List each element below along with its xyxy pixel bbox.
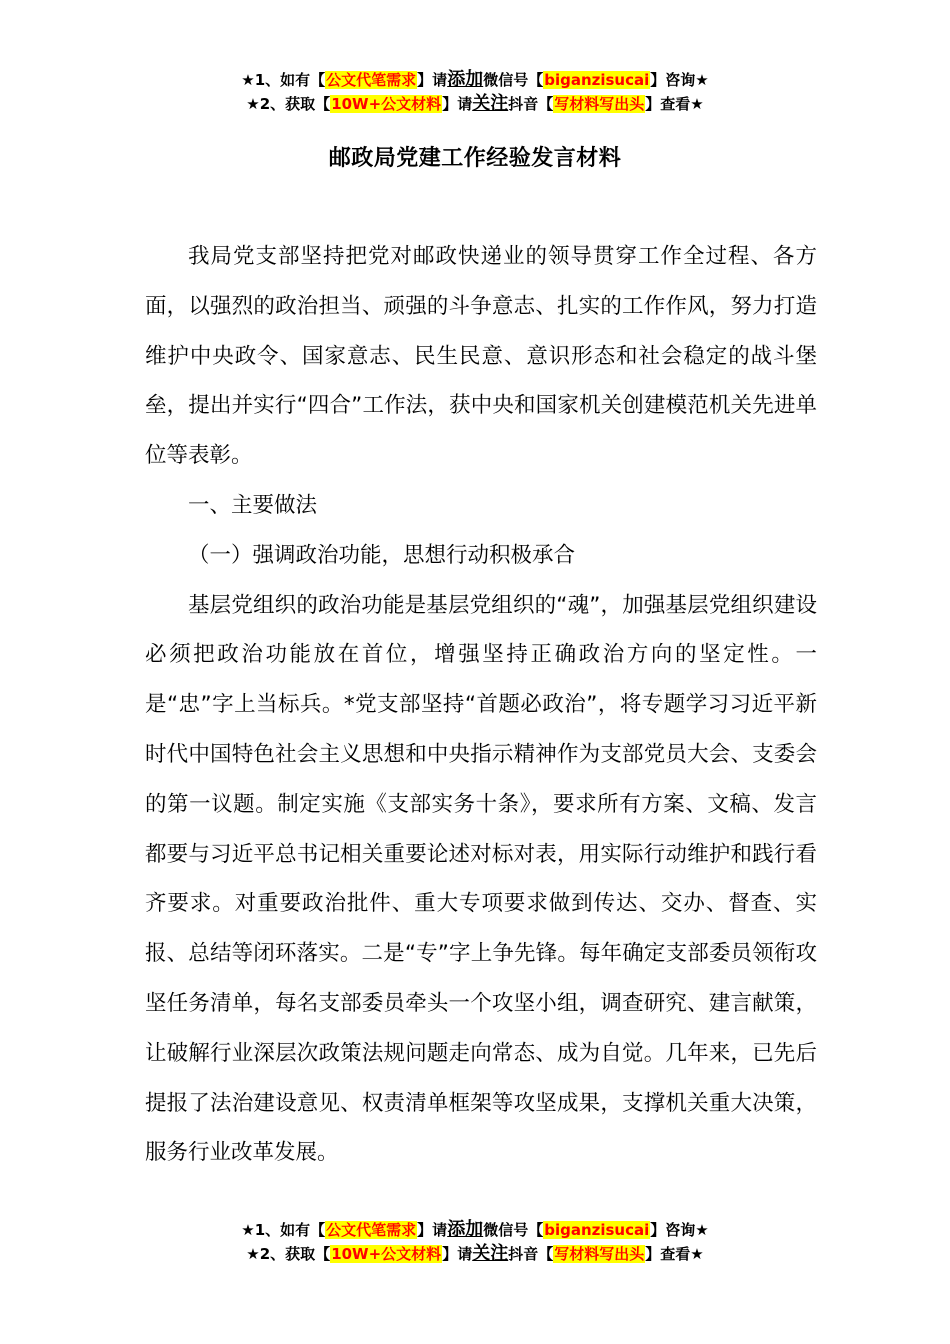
promo-highlight: 公文代笔需求 (326, 71, 417, 89)
promo-text: 抖音【 (508, 1245, 554, 1263)
paragraph-body: 基层党组织的政治功能是基层党组织的“魂”，加强基层党组织建设必须把政治功能放在首位，增强坚持正确政治方向的坚定性。一是“忠”字上当标兵。*党支部坚持“首题必政治”，将专题学习习近平新时代中国特色社会主义思想和中央指示精神作为支部党员大会、支委会的第一议题。制定实施《支部实务十条》，要求所有方案、文稿、发言都要与习近平总书记相关重要论述对标对表，用实际行动维护和践行看齐要求。对重要政治批件、重大专项要求做到传达、交办、督查、实报、总结等闭环落实。二是“专”字上争先锋。每年确定支部委员领衔攻坚任务清单，每名支部委员牵头一个攻坚小组，调查研究、建言献策，让破解行业深层次政策法规问题走向常态、成为自觉。几年来，已先后提报了法治建设意见、权责清单框架等攻坚成果，支撑机关重大决策，服务行业改革发展。 (145, 592, 817, 1166)
promo-text: 】咨询★ (650, 1221, 709, 1239)
promo-text: 】请 (442, 95, 473, 113)
promo-text: 微信号【 (483, 1221, 544, 1239)
promo-highlight: 公文代笔需求 (326, 1221, 417, 1239)
promo-text: 】请 (417, 71, 448, 89)
promo-highlight-douyin: 写材料写出头 (554, 95, 645, 113)
promo-highlight-wechat: biganzisucai (544, 71, 650, 89)
promo-banner-bottom (0, 1218, 950, 1266)
document-title: 邮政局党建工作经验发言材料 (328, 146, 622, 171)
promo-emphasis: 关注 (472, 93, 509, 114)
promo-highlight: 10W+公文材料 (331, 95, 442, 113)
promo-text: 】查看★ (645, 1245, 704, 1263)
promo-text: ★2、获取【 (246, 1245, 331, 1263)
promo-highlight-wechat: biganzisucai (544, 1221, 650, 1239)
promo-text: 】查看★ (645, 95, 704, 113)
promo-emphasis: 添加 (447, 69, 484, 90)
promo-text: 】请 (417, 1221, 448, 1239)
promo-banner-top (0, 68, 950, 116)
promo-line-2 (0, 1242, 950, 1266)
document-body (145, 232, 817, 1178)
paragraph-intro: 我局党支部坚持把党对邮政快递业的领导贯穿工作全过程、各方面，以强烈的政治担当、顽强的斗争意志、扎实的工作作风，努力打造维护中央政令、国家意志、民生民意、意识形态和社会稳定的战斗堡垒，提出并实行“四合”工作法，获中央和国家机关创建模范机关先进单位等表彰。 (145, 244, 817, 469)
promo-highlight-douyin: 写材料写出头 (554, 1245, 645, 1263)
promo-text: ★1、如有【 (241, 1221, 326, 1239)
promo-emphasis: 添加 (447, 1219, 484, 1240)
promo-line-2 (0, 92, 950, 116)
promo-emphasis: 关注 (472, 1243, 509, 1264)
subsection-heading: （一）强调政治功能，思想行动积极承合 (188, 542, 576, 568)
promo-text: 抖音【 (508, 95, 554, 113)
promo-highlight: 10W+公文材料 (331, 1245, 442, 1263)
promo-text: 】咨询★ (650, 71, 709, 89)
promo-line-1 (0, 68, 950, 92)
promo-text: 】请 (442, 1245, 473, 1263)
promo-text: 微信号【 (483, 71, 544, 89)
promo-line-1 (0, 1218, 950, 1242)
promo-text: ★2、获取【 (246, 95, 331, 113)
promo-text: ★1、如有【 (241, 71, 326, 89)
section-heading: 一、主要做法 (188, 492, 318, 518)
